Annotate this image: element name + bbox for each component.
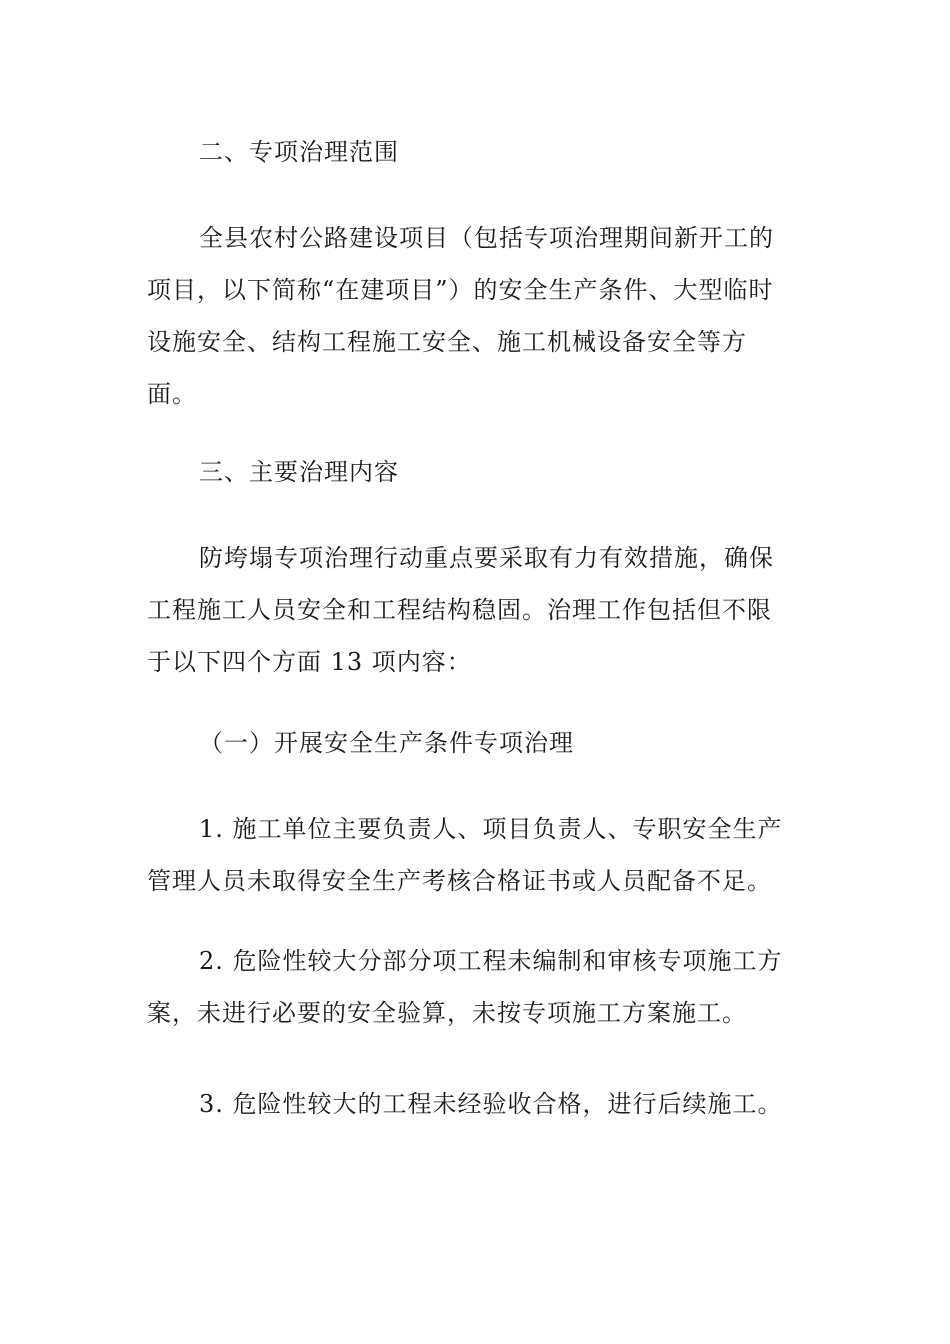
sub-heading-safety-conditions: （一）开展安全生产条件专项治理	[199, 729, 574, 757]
section-heading-content: 三、主要治理内容	[199, 458, 399, 486]
paragraph-scope: 全县农村公路建设项目（包括专项治理期间新开工的项目，以下简称“在建项目”）的安全生产条件、大型临时设施安全、结构工程施工安全、施工机械设备安全等方面。	[147, 224, 774, 408]
list-item-1: 1. 施工单位主要负责人、项目负责人、专职安全生产管理人员未取得安全生产考核合格证书或人员配备不足。	[147, 815, 783, 895]
list-item-2: 2. 危险性较大分部分项工程未编制和审核专项施工方案，未进行必要的安全验算，未按专项施工方案施工。	[147, 947, 783, 1027]
list-item-3: 3. 危险性较大的工程未经验收合格，进行后续施工。	[199, 1090, 783, 1118]
section-heading-scope: 二、专项治理范围	[199, 138, 399, 166]
paragraph-content: 防垮塌专项治理行动重点要采取有力有效措施，确保工程施工人员安全和工程结构稳固。治理工作包括但不限于以下四个方面 13 项内容：	[147, 544, 774, 676]
